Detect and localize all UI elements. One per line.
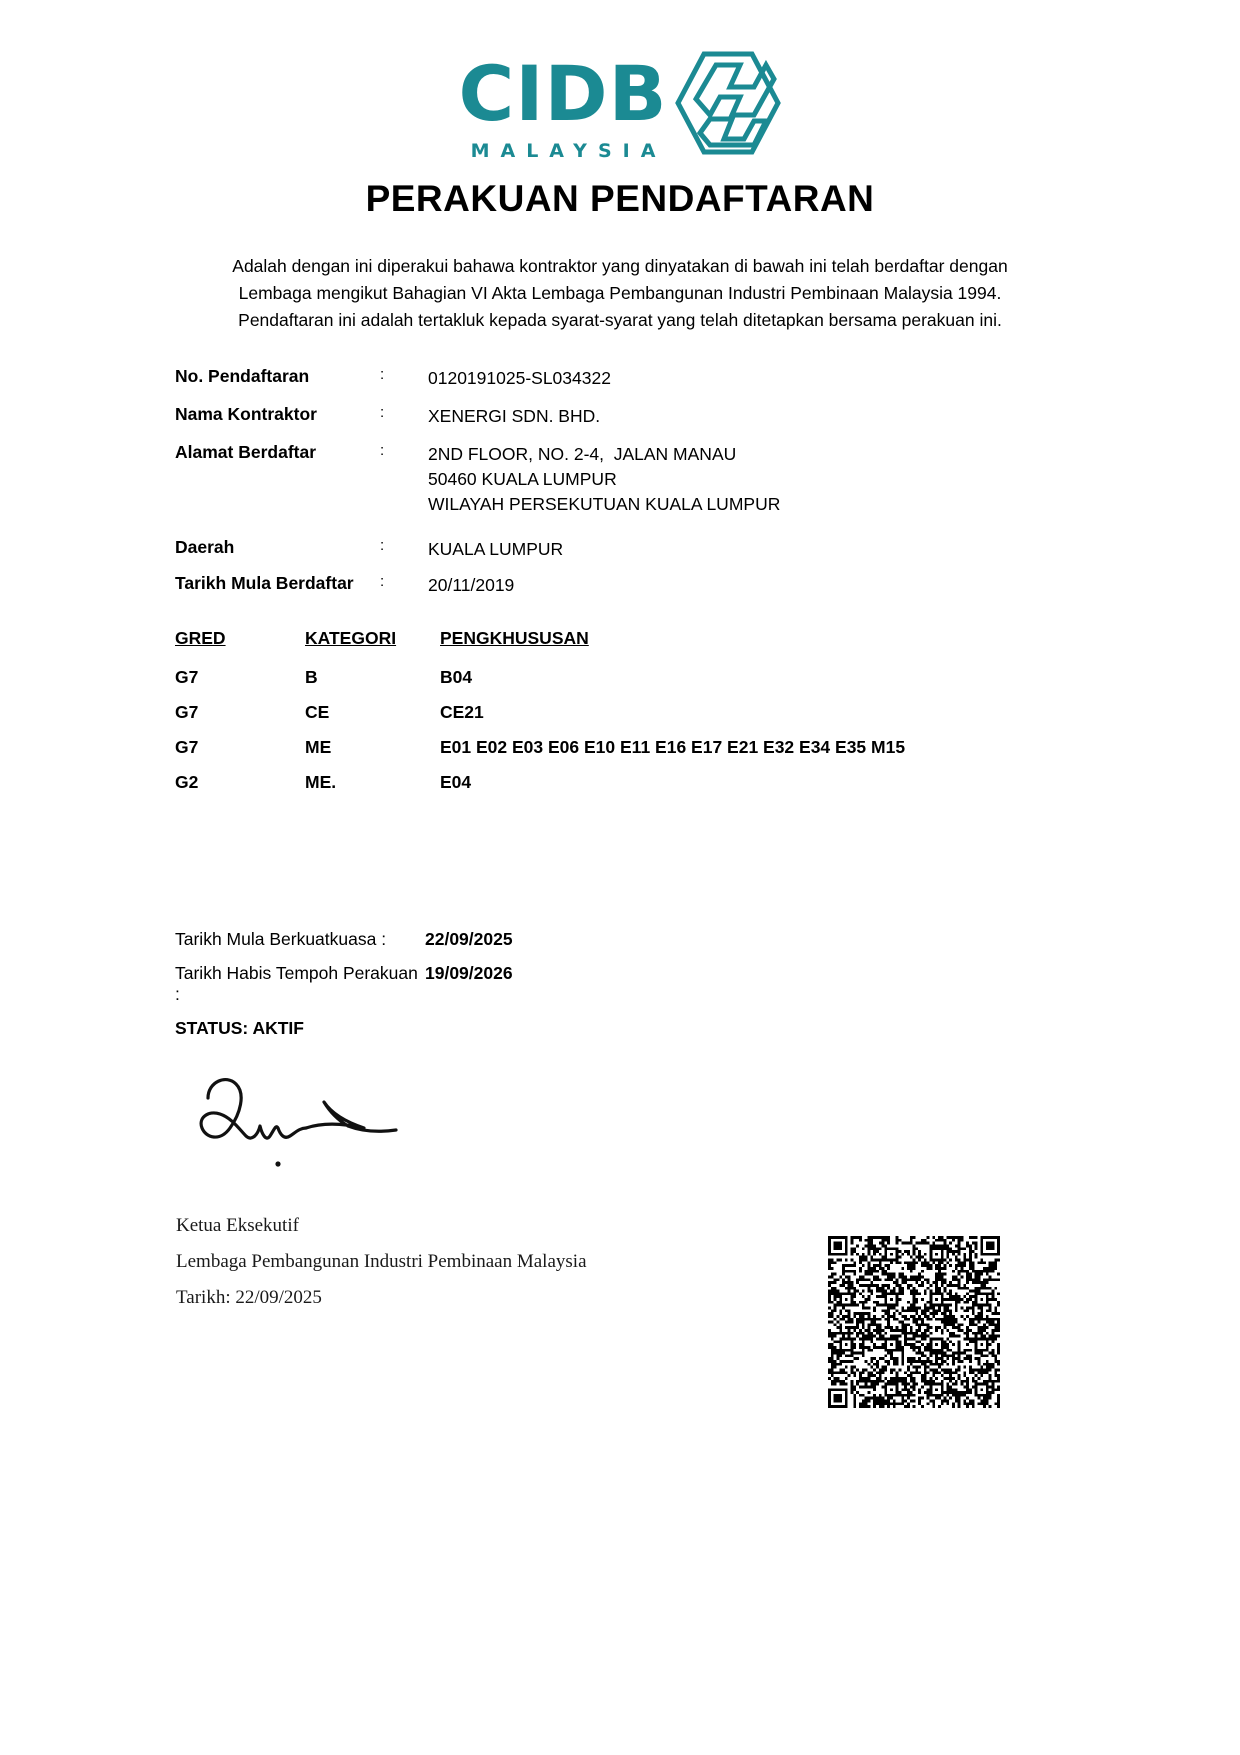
contractor-name-label: Nama Kontraktor <box>175 404 317 424</box>
expiry-date-row <box>175 963 875 1005</box>
column-header-gred: GRED <box>175 628 226 648</box>
address-line-3: WILAYAH PERSEKUTUAN KUALA LUMPUR <box>428 494 781 514</box>
logo-wordmark: CIDB <box>458 49 668 138</box>
effective-date-label: Tarikh Mula Berkuatkuasa : <box>175 929 387 949</box>
colon-separator: : <box>380 404 385 421</box>
district-value: KUALA LUMPUR <box>428 539 564 559</box>
address-line-2: 50460 KUALA LUMPUR <box>428 469 617 489</box>
registration-no-value: 0120191025-SL034322 <box>428 368 611 388</box>
logo-subtitle: MALAYSIA <box>470 140 667 162</box>
validity-block <box>175 929 875 1039</box>
page-title: PERAKUAN PENDAFTARAN <box>365 178 875 219</box>
registration-no-label: No. Pendaftaran <box>175 366 310 386</box>
cell-kategori: ME <box>305 737 332 757</box>
colon-separator: : <box>380 537 385 554</box>
detail-row-registered-address <box>175 442 1075 517</box>
column-header-pengkhususan: PENGKHUSUSAN <box>440 628 589 648</box>
cidb-logo <box>0 49 1240 162</box>
column-header-kategori: KATEGORI <box>305 628 397 648</box>
colon-separator: : <box>380 573 385 590</box>
registered-address-value <box>428 442 780 517</box>
effective-date-row <box>175 929 875 950</box>
handwritten-signature-icon <box>196 1072 536 1192</box>
intro-line-1: Adalah dengan ini diperakui bahawa kontraktor yang dinyatakan di bawah ini telah berdaftar dengan <box>232 256 1008 276</box>
cell-kategori: B <box>305 667 318 687</box>
district-label: Daerah <box>175 537 235 557</box>
signatory-title: Ketua Eksekutif <box>176 1215 299 1236</box>
cell-kategori: ME. <box>305 772 337 792</box>
status-badge: STATUS: AKTIF <box>175 1018 304 1038</box>
expiry-date-value: 19/09/2026 <box>425 963 513 983</box>
table-row <box>175 772 1135 793</box>
table-row <box>175 667 1135 688</box>
table-row <box>175 702 1135 723</box>
detail-row-registration-no <box>175 366 1075 391</box>
cell-gred: G7 <box>175 702 199 722</box>
cell-pengkhususan: E04 <box>440 772 472 792</box>
cell-pengkhususan: CE21 <box>440 702 484 722</box>
start-date-label: Tarikh Mula Berdaftar <box>175 573 354 593</box>
qr-code-icon <box>828 1236 1000 1408</box>
detail-row-contractor-name <box>175 404 1075 429</box>
colon-separator: : <box>380 366 385 383</box>
table-header-row <box>175 628 1135 649</box>
cell-gred: G7 <box>175 667 199 687</box>
cell-pengkhususan: E01 E02 E03 E06 E10 E11 E16 E17 E21 E32 E34 E35 M15 <box>440 737 906 757</box>
signatory-organisation: Lembaga Pembangunan Industri Pembinaan Malaysia <box>176 1251 587 1272</box>
cell-pengkhususan: B04 <box>440 667 473 687</box>
cell-gred: G2 <box>175 772 199 792</box>
expiry-date-label: Tarikh Habis Tempoh Perakuan : <box>175 963 418 1004</box>
grade-category-table <box>175 628 1135 807</box>
cell-kategori: CE <box>305 702 330 722</box>
intro-line-2: Lembaga mengikut Bahagian VI Akta Lembaga Pembangunan Industri Pembinaan Malaysia 1994. <box>238 283 1002 303</box>
detail-row-district <box>175 537 1075 562</box>
cell-gred: G7 <box>175 737 199 757</box>
contractor-name-value: XENERGI SDN. BHD. <box>428 406 601 426</box>
registered-address-label: Alamat Berdaftar <box>175 442 317 462</box>
signatory-date: Tarikh: 22/09/2025 <box>176 1287 322 1308</box>
effective-date-value: 22/09/2025 <box>425 929 513 949</box>
registration-details <box>175 366 1075 611</box>
address-line-1: 2ND FLOOR, NO. 2-4, JALAN MANAU <box>428 444 737 464</box>
intro-line-3: Pendaftaran ini adalah tertakluk kepada syarat-syarat yang telah ditetapkan bersama perakuan ini. <box>238 310 1002 330</box>
table-row <box>175 737 1135 758</box>
colon-separator: : <box>380 442 385 459</box>
start-date-value: 20/11/2019 <box>428 575 515 595</box>
intro-paragraph <box>160 253 1080 334</box>
detail-row-start-date <box>175 573 1075 598</box>
cidb-hexagon-h-mark-icon <box>670 49 782 162</box>
signatory-block <box>176 1208 776 1316</box>
